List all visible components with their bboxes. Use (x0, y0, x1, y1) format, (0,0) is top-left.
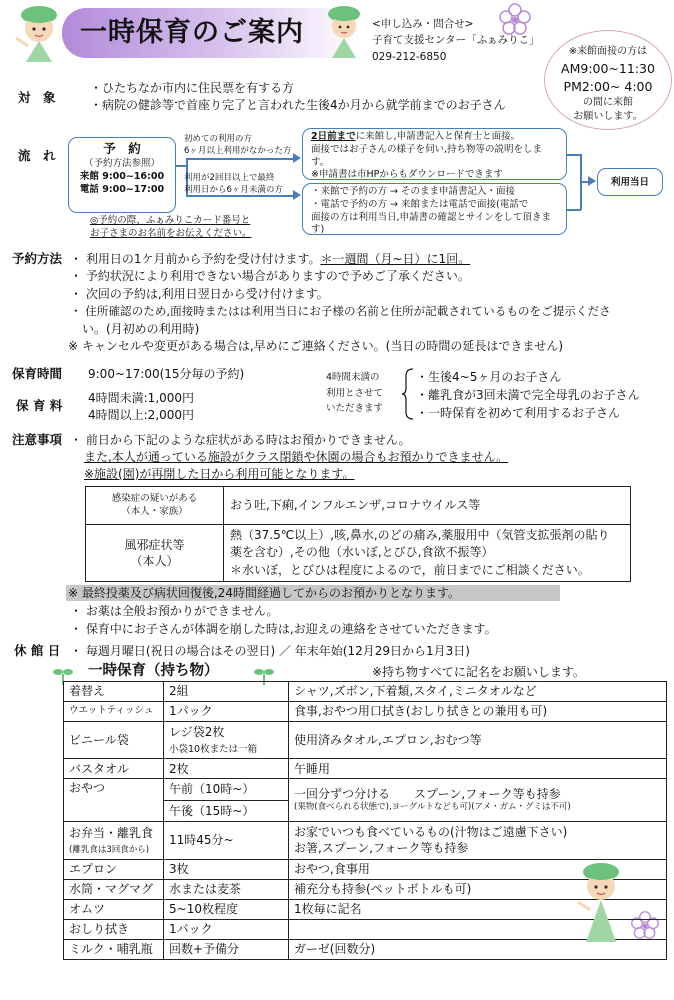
flow-arrow-head (293, 153, 301, 163)
symptom-table (85, 486, 631, 582)
usage-day-box: 利用当日 (597, 168, 663, 196)
first-time-flow-box: 2日前までに来館し,申請書記入と保育士と面接。 面接ではお子さんの様子を伺い,持ち物等の説明をします。 ※申請書は市HPからもダウンロードできます (302, 128, 567, 180)
branch2-line-2: 利用日から6ヶ月未満の方 (184, 185, 283, 196)
branch2-line-1: 利用が2回目以上で最終 (184, 173, 275, 183)
table-row: お弁当・離乳食 (離乳食は3回食から) 11時45分~ お家でいつも食べているもの(汁物はご遠慮下さい) お箸,スプーン,フォーク等も持参 (64, 821, 667, 859)
items-title: 一時保育（持ち物） (88, 663, 219, 679)
mascot-left-icon (8, 2, 70, 64)
flow-arrow (567, 209, 581, 211)
condition-item-1: ・生後4~5ヶ月のお子さん (416, 370, 562, 384)
reservation-line-3: ・ 次回の予約は,利用日翌日から受け付けます。 (70, 287, 329, 301)
page-title: 一時保育のご案内 (80, 17, 304, 48)
card-note-2: お子さまのお名前をお伝えください。 (90, 228, 252, 240)
caution-label: 注意事項 (12, 432, 63, 447)
closed-label: 休 館 日 (14, 643, 61, 658)
fee-label: 保 育 料 (16, 398, 63, 413)
visit-hours-note: ※来館面接の方は AM9:00~11:30 PM2:00~ 4:00 の間に来館 お願いします。 (544, 30, 672, 130)
reservation-line-4: ・ 住所確認のため,面接時またはは利用当日にお子様の名前と住所が記載されているものをご提示くださ (70, 304, 611, 318)
mascot-bottom-icon (572, 858, 630, 948)
caution-note-2: ・ お薬は全般お預かりができません。 (70, 604, 279, 618)
caution-note-3: ・ 保育中にお子さんが体調を崩した時は,お迎えの連絡をさせていただきます。 (70, 622, 497, 636)
contact-phone: 029-212-6850 (372, 50, 447, 63)
table-row: ミルク・哺乳瓶 回数+予備分 ガーゼ(回数分) (64, 939, 667, 959)
mascot-center-icon (318, 2, 370, 60)
branch1-line-1: 初めての利用の方 (184, 134, 253, 144)
closed-text: ・ 毎週月曜日(祝日の場合はその翌日) ／ 年末年始(12月29日から1月3日) (70, 644, 470, 658)
table-row: 着替え 2組 シャツ,ズボン,下着類,スタイ,ミニタオルなど (64, 682, 667, 702)
table-row: オムツ 5~10枚程度 1枚毎に記名 (64, 899, 667, 919)
contact-org: 子育て支援センター「ふぁみりこ」 (372, 34, 540, 47)
table-row: 水筒・マグマグ 水または麦茶 補充分も持参(ペットボトルも可) (64, 879, 667, 899)
fee-line-1: 4時間未満:1,000円 (88, 391, 195, 405)
reservation-line-5: い。(月初めの利用時) (82, 322, 200, 336)
condition-item-2: ・離乳食が3回未満で完全母乳のお子さん (416, 388, 640, 402)
reservation-label: 予約方法 (12, 251, 63, 266)
flow-arrow-head (293, 190, 301, 200)
flow-arrow (176, 165, 186, 167)
target-label: 対 象 (18, 90, 56, 105)
reservation-line-1: ・ 利用日の1ケ月前から予約を受け付けます。＊一週間（月~日）に1回。 (70, 252, 471, 266)
items-note: ※持ち物すべてに記名をお願いします。 (372, 665, 585, 679)
card-note-1: ◎予約の際、ふぁみりこカード番号と (90, 215, 251, 226)
fee-line-2: 4時間以上:2,000円 (88, 408, 195, 422)
target-line-1: ・ひたちなか市内に住民票を有する方 (90, 81, 295, 95)
table-row: おやつ 午前（10時~） 午後（15時~） 一回分ずつ分ける スプーン,フォーク等も持参 (果物(食べられる状態で),ヨーグルトなども可)(アメ・ガム・グミは不可) (64, 779, 667, 821)
caution-line-2: また,本人が通っている施設がクラス閉鎖や休園の場合もお預かりできません。 (84, 450, 509, 464)
table-row: 感染症の疑いがある （本人・家族） おう吐,下痢,インフルエンザ,コロナウイルス等 (86, 487, 631, 525)
caution-line-1: ・ 前日から下記のような症状がある時はお預かりできません。 (70, 433, 411, 447)
table-row: 風邪症状等 （本人） 熱（37.5℃以上）,咳,鼻水,のどの痛み,薬服用中（気管支拡張剤の貼り 薬を含む）,その他（水いぼ,とびひ,食欲不振等） ＊水いぼ，とびひは程度によるので，前日までにご相談ください。 (86, 525, 631, 582)
table-row: おしり拭き 1パック (64, 919, 667, 939)
condition-line-1: 4時間未満の (326, 372, 380, 383)
flow-label: 流 れ (18, 148, 56, 163)
table-row: バスタオル 2枚 午睡用 (64, 759, 667, 779)
repeat-flow-box: ・来館で予約の方 → そのまま申請書記入・面接 ・電話で予約の方 → 来館または電話で面接(電話で 面接の方は利用当日,申請書の確認とサインをして頂きます) (302, 183, 567, 235)
table-row: エプロン 3枚 おやつ,食事用 (64, 859, 667, 879)
reservation-line-6: ※ キャンセルや変更がある場合は,早めにご連絡ください。(当日の時間の延長はできません) (68, 339, 564, 353)
flow-arrow (567, 154, 581, 156)
table-row: ビニール袋 レジ袋2枚 小袋10枚または一箱 使用済みタオル,エプロン,おむつ等 (64, 722, 667, 759)
flow-arrow-head (588, 176, 596, 186)
condition-line-2: 利用とさせて (326, 387, 384, 399)
condition-item-3: ・一時保育を初めて利用するお子さん (416, 406, 621, 420)
caution-note-1: ※ 最終投薬及び病状回復後,24時間経過してからのお預かりとなります。 (68, 586, 460, 600)
contact-label: <申し込み・問合せ> (372, 18, 474, 30)
target-line-2: ・病院の健診等で首座り完了と言われた生後4か月から就学前までのお子さん (90, 98, 506, 112)
flow-arrow (186, 158, 296, 160)
hours-label: 保育時間 (12, 366, 63, 381)
table-row: ウエットティッシュ 1パック 食事,おやつ用口拭き(おしり拭きとの兼用も可) (64, 702, 667, 722)
caution-line-3: ※施設(園)が再開した日から利用可能となります。 (84, 467, 355, 481)
brace-icon (402, 368, 414, 420)
reservation-line-2: ・ 予約状況により利用できない場合がありますので予めご了承ください。 (70, 269, 470, 283)
hours-value: 9:00~17:00(15分毎の予約) (88, 367, 245, 381)
branch1-line-2: 6ヶ月以上利用がなかった方 (184, 146, 292, 157)
reserve-box: 予 約 （予約方法参照） 来館 9:00~16:00 電話 9:00~17:00 (68, 137, 176, 213)
condition-line-3: いただきます (326, 403, 384, 415)
